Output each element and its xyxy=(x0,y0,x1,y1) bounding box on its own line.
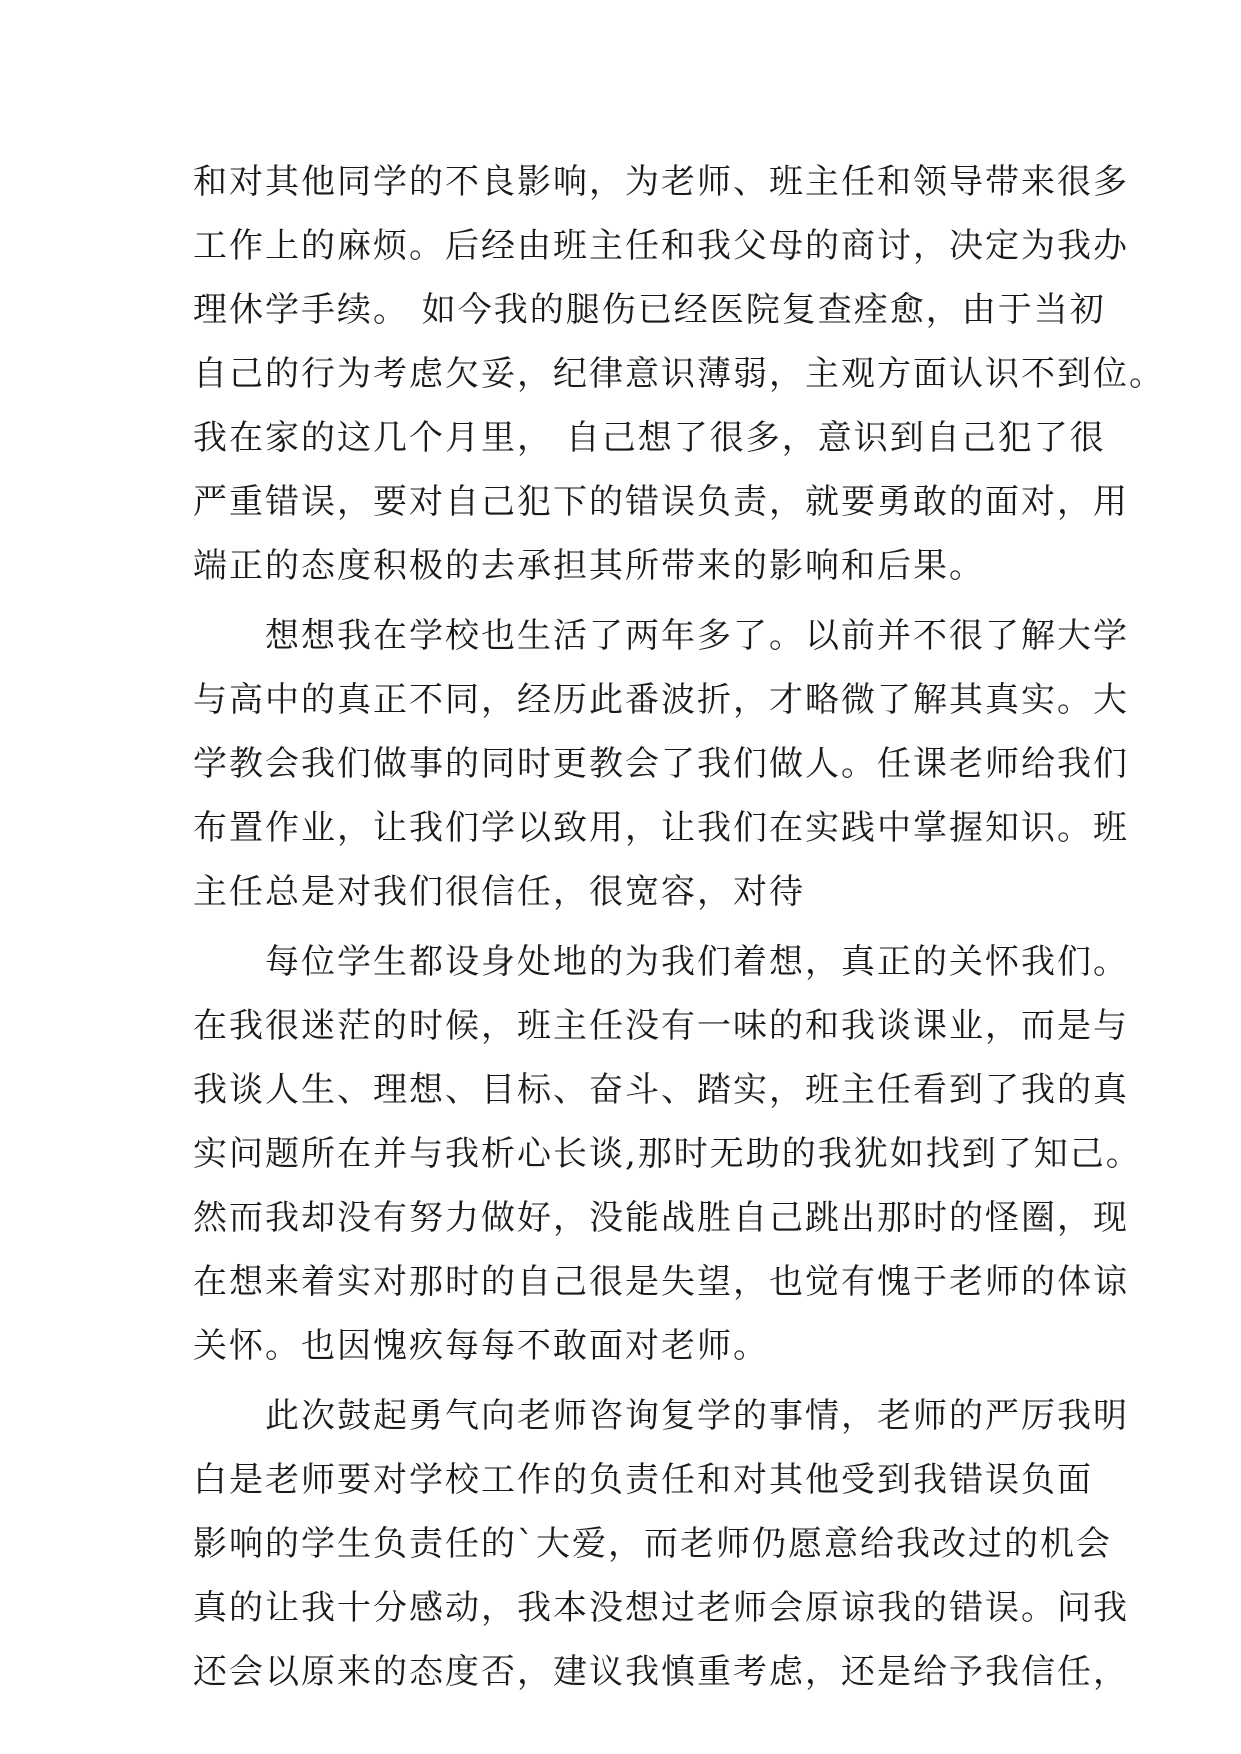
text-line: 布置作业，让我们学以致用，让我们在实践中掌握知识。班 xyxy=(193,808,1129,848)
text-line: 然而我却没有努力做好，没能战胜自己跳出那时的怪圈，现 xyxy=(193,1198,1129,1238)
paragraph xyxy=(193,1384,1129,1704)
text-line: 此次鼓起勇气向老师咨询复学的事情，老师的严厉我明 xyxy=(193,1396,1129,1436)
text-line: 学教会我们做事的同时更教会了我们做人。任课老师给我们 xyxy=(193,744,1129,784)
text-line: 与高中的真正不同，经历此番波折，才略微了解其真实。大 xyxy=(193,680,1129,720)
text-line: 影响的学生负责任的`大爱，而老师仍愿意给我改过的机会 xyxy=(193,1524,1112,1564)
text-line: 和对其他同学的不良影响，为老师、班主任和领导带来很多 xyxy=(193,162,1129,202)
text-line: 在我很迷茫的时候，班主任没有一味的和我谈课业，而是与 xyxy=(193,1006,1129,1046)
text-line: 想想我在学校也生活了两年多了。以前并不很了解大学 xyxy=(193,616,1129,656)
text-line: 工作上的麻烦。后经由班主任和我父母的商讨，决定为我办 xyxy=(193,226,1129,266)
text-line: 实问题所在并与我析心长谈,那时无助的我犹如找到了知己。 xyxy=(193,1134,1142,1174)
text-line: 白是老师要对学校工作的负责任和对其他受到我错误负面 xyxy=(193,1460,1093,1500)
paragraph xyxy=(193,930,1142,1378)
paragraph xyxy=(193,150,1165,598)
paragraph xyxy=(193,604,1129,924)
text-line: 真的让我十分感动，我本没想过老师会原谅我的错误。问我 xyxy=(193,1588,1129,1628)
document-body xyxy=(193,150,1165,1704)
text-line: 我谈人生、理想、目标、奋斗、踏实，班主任看到了我的真 xyxy=(193,1070,1129,1110)
text-line: 还会以原来的态度否，建议我慎重考虑，还是给予我信任， xyxy=(193,1652,1129,1692)
text-line: 我在家的这几个月里， 自己想了很多，意识到自己犯了很 xyxy=(193,418,1106,458)
text-line: 关怀。也因愧疚每每不敢面对老师。 xyxy=(193,1326,769,1366)
text-line: 端正的态度积极的去承担其所带来的影响和后果。 xyxy=(193,546,985,586)
text-line: 每位学生都设身处地的为我们着想，真正的关怀我们。 xyxy=(193,942,1129,982)
text-line: 在想来着实对那时的自己很是失望，也觉有愧于老师的体谅 xyxy=(193,1262,1129,1302)
text-line: 主任总是对我们很信任，很宽容，对待 xyxy=(193,872,805,912)
text-line: 理休学手续。 如今我的腿伤已经医院复查痊愈，由于当初 xyxy=(193,290,1106,330)
text-line: 自己的行为考虑欠妥，纪律意识薄弱，主观方面认识不到位。 xyxy=(193,354,1165,394)
text-line: 严重错误，要对自己犯下的错误负责，就要勇敢的面对，用 xyxy=(193,482,1129,522)
